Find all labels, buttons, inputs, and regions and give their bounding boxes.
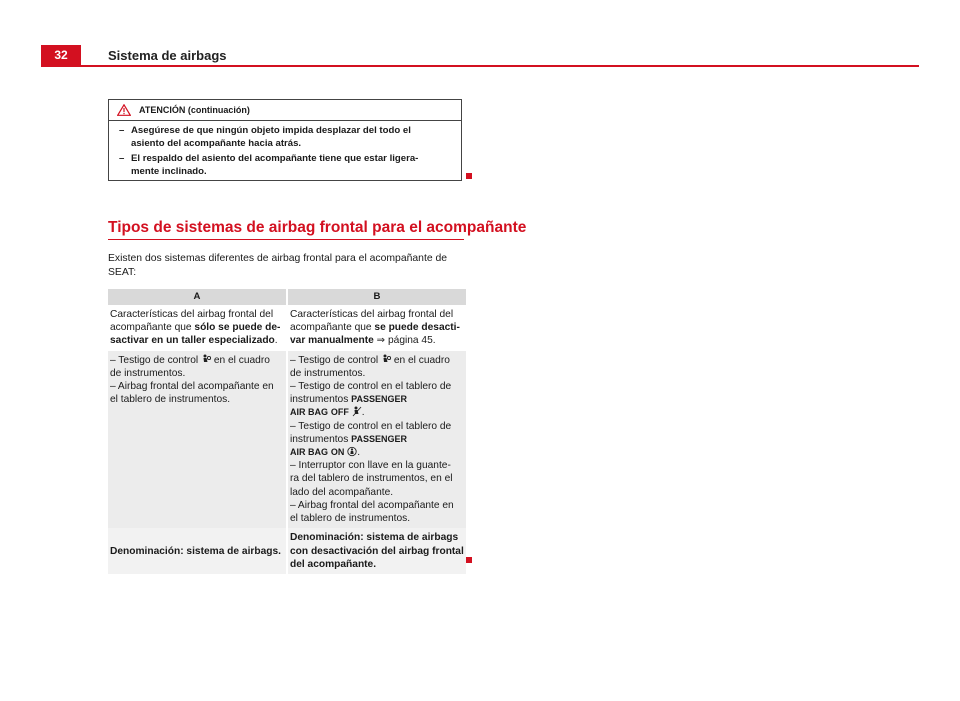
section-end-marker [466,173,472,179]
components-cell-a: – Testigo de control en el cuadro de instrumentos. – Airbag frontal del acompañante en el tablero de instrumentos. [108,351,286,529]
features-cell-b: Características del airbag frontal del acompañante que se puede desacti- var manualmente ⇒ página 45. [288,305,466,351]
section-end-marker [466,557,472,563]
airbag-on-icon [347,446,357,457]
warning-title: ATENCIÓN (continuación) [139,105,250,115]
warning-box [108,99,462,181]
chapter-title: Sistema de airbags [108,48,227,63]
column-header-a: A [108,289,286,305]
section-title: Tipos de sistemas de airbag frontal para el acompañante [108,219,527,236]
name-cell-b: Denominación: sistema de airbags con desactivación del airbag frontal del acompañante. [288,528,466,574]
components-cell-b: – Testigo de control en el cuadro de instrumentos. – Testigo de control en el tablero de instrumentos PASSENGER AIR BAG OFF . – Testigo de control en el tablero de instrumentos PASSENGER AIR BAG ON . – Interruptor con llave en la guante- ra del tablero de instrumentos, en el lado del acompañante. – Airbag frontal del acompañante en el tablero de instrumentos. [288,351,466,529]
warning-item: – Asegúrese de que ningún objeto impida desplazar del todo el asiento del acompañante hacia atrás. [119,125,411,149]
warning-header [109,100,461,121]
warning-item: – El respaldo del asiento del acompañante tiene que estar ligera- mente inclinado. [119,153,419,177]
warning-triangle-icon [117,104,131,116]
on-label: ON [330,447,345,458]
section-rule [108,239,464,240]
column-header-b: B [288,289,466,305]
airbag-warning-icon [381,354,391,365]
airbag-off-icon [352,406,362,417]
intro-text: Existen dos sistemas diferentes de airbag frontal para el acompañante de SEAT: [108,253,448,278]
airbag-warning-icon [201,354,211,365]
features-cell-a: Características del airbag frontal del acompañante que sólo se puede de- sactivar en un taller especializado. [108,305,286,351]
airbag-types-table [106,289,468,574]
name-cell-a: Denominación: sistema de airbags. [108,528,286,574]
page-reference: ⇒ página 45. [373,335,436,347]
header-rule [41,65,919,67]
page-number: 32 [41,45,81,66]
off-label: OFF [330,407,349,418]
